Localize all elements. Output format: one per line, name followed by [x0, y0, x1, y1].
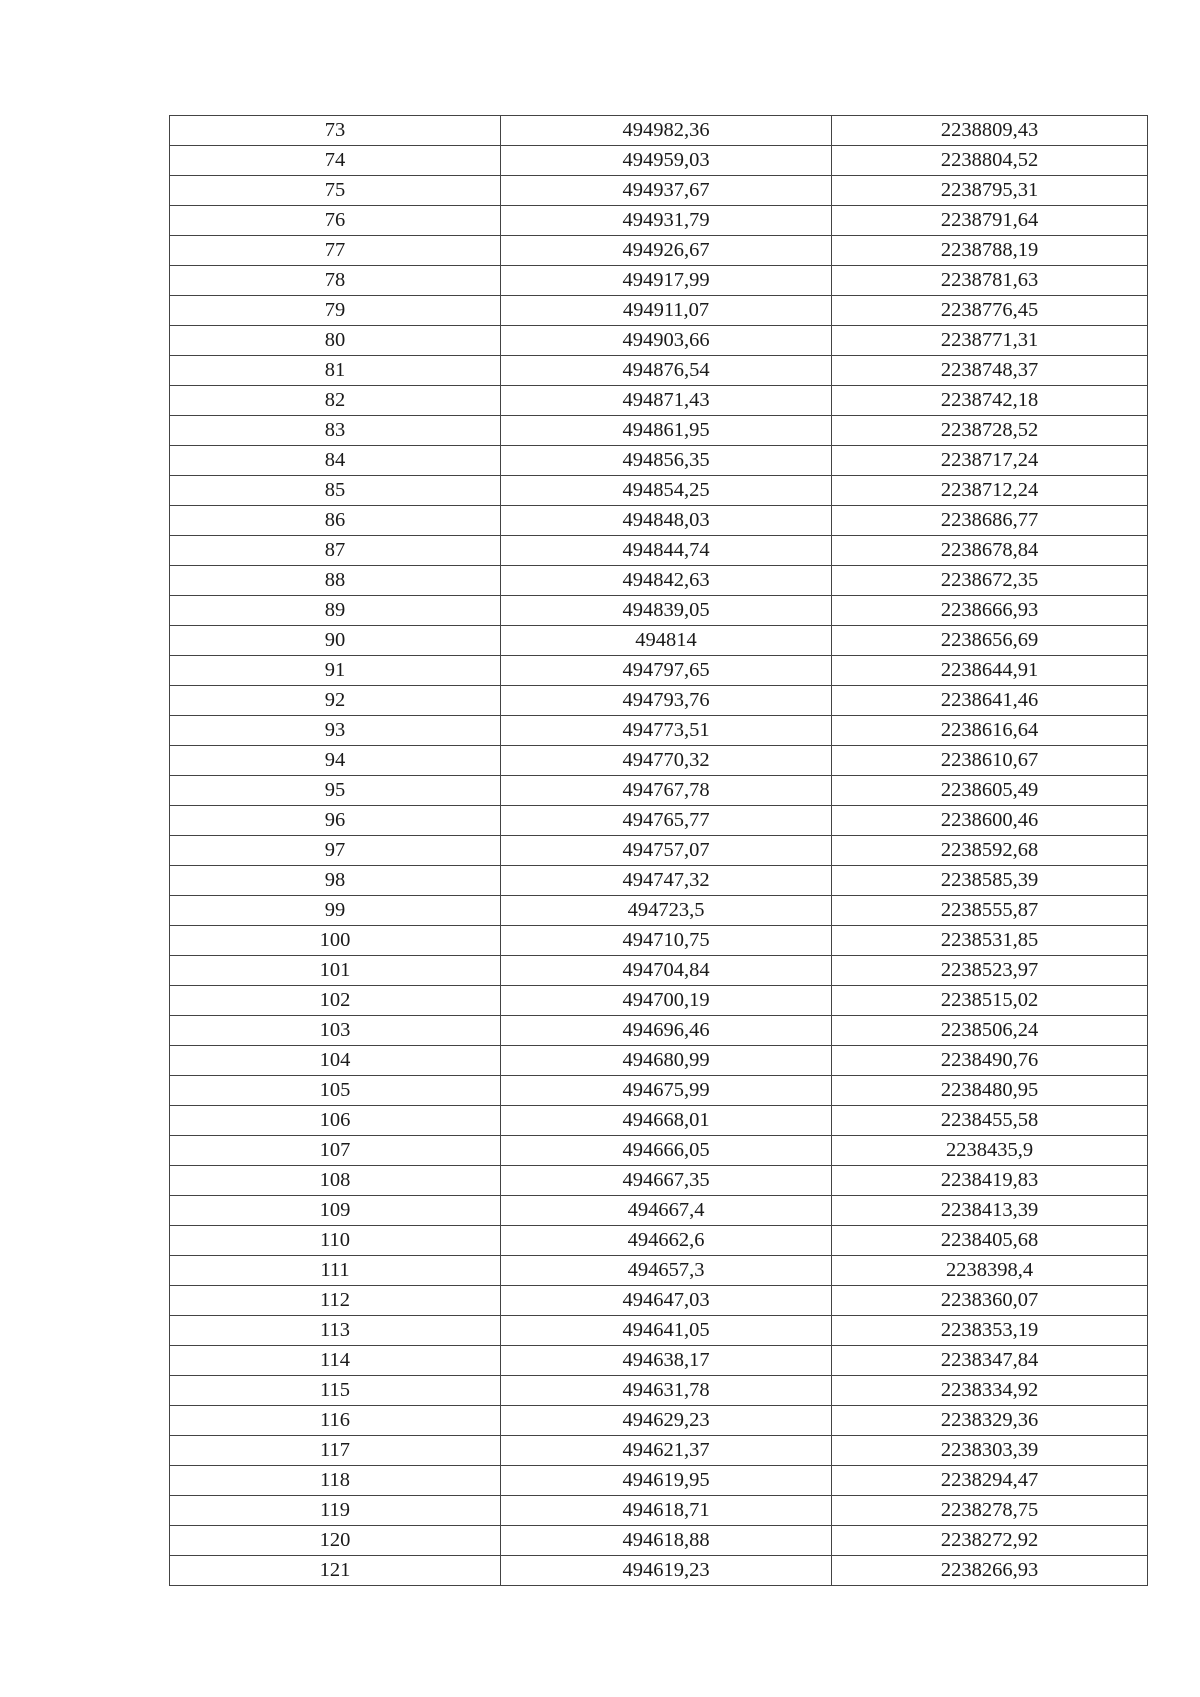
table-row: [170, 1286, 1148, 1316]
point-number-cell: 92: [170, 686, 501, 716]
point-number-cell: 83: [170, 416, 501, 446]
table-row: [170, 506, 1148, 536]
y-coordinate-cell: 2238781,63: [832, 266, 1148, 296]
point-number-cell: 79: [170, 296, 501, 326]
y-coordinate-cell: 2238353,19: [832, 1316, 1148, 1346]
table-row: [170, 896, 1148, 926]
x-coordinate-cell: 494861,95: [501, 416, 832, 446]
x-coordinate-cell: 494903,66: [501, 326, 832, 356]
y-coordinate-cell: 2238585,39: [832, 866, 1148, 896]
point-number-cell: 94: [170, 746, 501, 776]
y-coordinate-cell: 2238712,24: [832, 476, 1148, 506]
y-coordinate-cell: 2238398,4: [832, 1256, 1148, 1286]
point-number-cell: 95: [170, 776, 501, 806]
table-row: [170, 1166, 1148, 1196]
y-coordinate-cell: 2238742,18: [832, 386, 1148, 416]
table-row: [170, 656, 1148, 686]
table-row: [170, 596, 1148, 626]
y-coordinate-cell: 2238795,31: [832, 176, 1148, 206]
table-row: [170, 716, 1148, 746]
y-coordinate-cell: 2238303,39: [832, 1436, 1148, 1466]
y-coordinate-cell: 2238592,68: [832, 836, 1148, 866]
x-coordinate-cell: 494647,03: [501, 1286, 832, 1316]
x-coordinate-cell: 494767,78: [501, 776, 832, 806]
x-coordinate-cell: 494856,35: [501, 446, 832, 476]
x-coordinate-cell: 494770,32: [501, 746, 832, 776]
y-coordinate-cell: 2238641,46: [832, 686, 1148, 716]
y-coordinate-cell: 2238686,77: [832, 506, 1148, 536]
table-row: [170, 326, 1148, 356]
y-coordinate-cell: 2238728,52: [832, 416, 1148, 446]
table-row: [170, 926, 1148, 956]
x-coordinate-cell: 494668,01: [501, 1106, 832, 1136]
point-number-cell: 88: [170, 566, 501, 596]
y-coordinate-cell: 2238666,93: [832, 596, 1148, 626]
table-row: [170, 296, 1148, 326]
x-coordinate-cell: 494876,54: [501, 356, 832, 386]
x-coordinate-cell: 494680,99: [501, 1046, 832, 1076]
coordinates-table: [169, 115, 1148, 1586]
point-number-cell: 118: [170, 1466, 501, 1496]
point-number-cell: 98: [170, 866, 501, 896]
x-coordinate-cell: 494982,36: [501, 116, 832, 146]
table-row: [170, 1316, 1148, 1346]
y-coordinate-cell: 2238405,68: [832, 1226, 1148, 1256]
x-coordinate-cell: 494710,75: [501, 926, 832, 956]
y-coordinate-cell: 2238644,91: [832, 656, 1148, 686]
table-row: [170, 536, 1148, 566]
point-number-cell: 111: [170, 1256, 501, 1286]
y-coordinate-cell: 2238294,47: [832, 1466, 1148, 1496]
y-coordinate-cell: 2238771,31: [832, 326, 1148, 356]
y-coordinate-cell: 2238809,43: [832, 116, 1148, 146]
y-coordinate-cell: 2238616,64: [832, 716, 1148, 746]
point-number-cell: 117: [170, 1436, 501, 1466]
point-number-cell: 93: [170, 716, 501, 746]
x-coordinate-cell: 494911,07: [501, 296, 832, 326]
y-coordinate-cell: 2238605,49: [832, 776, 1148, 806]
point-number-cell: 76: [170, 206, 501, 236]
x-coordinate-cell: 494657,3: [501, 1256, 832, 1286]
x-coordinate-cell: 494619,95: [501, 1466, 832, 1496]
y-coordinate-cell: 2238490,76: [832, 1046, 1148, 1076]
x-coordinate-cell: 494621,37: [501, 1436, 832, 1466]
table-row: [170, 1346, 1148, 1376]
table-row: [170, 836, 1148, 866]
x-coordinate-cell: 494839,05: [501, 596, 832, 626]
y-coordinate-cell: 2238791,64: [832, 206, 1148, 236]
x-coordinate-cell: 494757,07: [501, 836, 832, 866]
x-coordinate-cell: 494638,17: [501, 1346, 832, 1376]
point-number-cell: 78: [170, 266, 501, 296]
table-row: [170, 236, 1148, 266]
point-number-cell: 105: [170, 1076, 501, 1106]
y-coordinate-cell: 2238278,75: [832, 1496, 1148, 1526]
x-coordinate-cell: 494773,51: [501, 716, 832, 746]
point-number-cell: 115: [170, 1376, 501, 1406]
point-number-cell: 113: [170, 1316, 501, 1346]
y-coordinate-cell: 2238656,69: [832, 626, 1148, 656]
table-row: [170, 956, 1148, 986]
x-coordinate-cell: 494662,6: [501, 1226, 832, 1256]
table-row: [170, 1256, 1148, 1286]
x-coordinate-cell: 494959,03: [501, 146, 832, 176]
point-number-cell: 108: [170, 1166, 501, 1196]
y-coordinate-cell: 2238748,37: [832, 356, 1148, 386]
table-row: [170, 566, 1148, 596]
y-coordinate-cell: 2238334,92: [832, 1376, 1148, 1406]
x-coordinate-cell: 494631,78: [501, 1376, 832, 1406]
table-row: [170, 356, 1148, 386]
table-row: [170, 1526, 1148, 1556]
point-number-cell: 75: [170, 176, 501, 206]
x-coordinate-cell: 494854,25: [501, 476, 832, 506]
table-row: [170, 1436, 1148, 1466]
table-row: [170, 746, 1148, 776]
table-row: [170, 1136, 1148, 1166]
point-number-cell: 97: [170, 836, 501, 866]
table-row: [170, 1196, 1148, 1226]
table-row: [170, 476, 1148, 506]
point-number-cell: 89: [170, 596, 501, 626]
y-coordinate-cell: 2238455,58: [832, 1106, 1148, 1136]
table-row: [170, 386, 1148, 416]
table-row: [170, 1076, 1148, 1106]
y-coordinate-cell: 2238360,07: [832, 1286, 1148, 1316]
table-row: [170, 446, 1148, 476]
table-row: [170, 1556, 1148, 1586]
y-coordinate-cell: 2238555,87: [832, 896, 1148, 926]
point-number-cell: 109: [170, 1196, 501, 1226]
x-coordinate-cell: 494844,74: [501, 536, 832, 566]
x-coordinate-cell: 494871,43: [501, 386, 832, 416]
y-coordinate-cell: 2238506,24: [832, 1016, 1148, 1046]
y-coordinate-cell: 2238329,36: [832, 1406, 1148, 1436]
x-coordinate-cell: 494618,71: [501, 1496, 832, 1526]
point-number-cell: 110: [170, 1226, 501, 1256]
point-number-cell: 82: [170, 386, 501, 416]
x-coordinate-cell: 494667,4: [501, 1196, 832, 1226]
point-number-cell: 103: [170, 1016, 501, 1046]
y-coordinate-cell: 2238672,35: [832, 566, 1148, 596]
y-coordinate-cell: 2238413,39: [832, 1196, 1148, 1226]
y-coordinate-cell: 2238419,83: [832, 1166, 1148, 1196]
point-number-cell: 90: [170, 626, 501, 656]
table-row: [170, 1376, 1148, 1406]
y-coordinate-cell: 2238776,45: [832, 296, 1148, 326]
x-coordinate-cell: 494747,32: [501, 866, 832, 896]
point-number-cell: 107: [170, 1136, 501, 1166]
table-row: [170, 686, 1148, 716]
point-number-cell: 73: [170, 116, 501, 146]
x-coordinate-cell: 494696,46: [501, 1016, 832, 1046]
y-coordinate-cell: 2238804,52: [832, 146, 1148, 176]
x-coordinate-cell: 494700,19: [501, 986, 832, 1016]
y-coordinate-cell: 2238523,97: [832, 956, 1148, 986]
y-coordinate-cell: 2238515,02: [832, 986, 1148, 1016]
point-number-cell: 100: [170, 926, 501, 956]
table-row: [170, 266, 1148, 296]
point-number-cell: 85: [170, 476, 501, 506]
point-number-cell: 91: [170, 656, 501, 686]
y-coordinate-cell: 2238266,93: [832, 1556, 1148, 1586]
point-number-cell: 84: [170, 446, 501, 476]
x-coordinate-cell: 494926,67: [501, 236, 832, 266]
table-row: [170, 116, 1148, 146]
y-coordinate-cell: 2238347,84: [832, 1346, 1148, 1376]
table-row: [170, 146, 1148, 176]
x-coordinate-cell: 494814: [501, 626, 832, 656]
point-number-cell: 101: [170, 956, 501, 986]
x-coordinate-cell: 494793,76: [501, 686, 832, 716]
x-coordinate-cell: 494641,05: [501, 1316, 832, 1346]
x-coordinate-cell: 494797,65: [501, 656, 832, 686]
point-number-cell: 104: [170, 1046, 501, 1076]
table-row: [170, 626, 1148, 656]
table-row: [170, 1016, 1148, 1046]
coordinates-table-body: [170, 116, 1148, 1586]
point-number-cell: 96: [170, 806, 501, 836]
point-number-cell: 86: [170, 506, 501, 536]
table-row: [170, 1106, 1148, 1136]
table-row: [170, 1226, 1148, 1256]
x-coordinate-cell: 494723,5: [501, 896, 832, 926]
y-coordinate-cell: 2238600,46: [832, 806, 1148, 836]
x-coordinate-cell: 494618,88: [501, 1526, 832, 1556]
table-row: [170, 1406, 1148, 1436]
point-number-cell: 80: [170, 326, 501, 356]
point-number-cell: 74: [170, 146, 501, 176]
x-coordinate-cell: 494848,03: [501, 506, 832, 536]
y-coordinate-cell: 2238678,84: [832, 536, 1148, 566]
table-row: [170, 1496, 1148, 1526]
table-row: [170, 776, 1148, 806]
x-coordinate-cell: 494667,35: [501, 1166, 832, 1196]
point-number-cell: 120: [170, 1526, 501, 1556]
point-number-cell: 106: [170, 1106, 501, 1136]
y-coordinate-cell: 2238610,67: [832, 746, 1148, 776]
point-number-cell: 116: [170, 1406, 501, 1436]
table-row: [170, 806, 1148, 836]
y-coordinate-cell: 2238435,9: [832, 1136, 1148, 1166]
table-row: [170, 1466, 1148, 1496]
x-coordinate-cell: 494917,99: [501, 266, 832, 296]
x-coordinate-cell: 494931,79: [501, 206, 832, 236]
table-row: [170, 176, 1148, 206]
point-number-cell: 77: [170, 236, 501, 266]
point-number-cell: 119: [170, 1496, 501, 1526]
point-number-cell: 114: [170, 1346, 501, 1376]
x-coordinate-cell: 494842,63: [501, 566, 832, 596]
point-number-cell: 81: [170, 356, 501, 386]
x-coordinate-cell: 494619,23: [501, 1556, 832, 1586]
x-coordinate-cell: 494704,84: [501, 956, 832, 986]
point-number-cell: 102: [170, 986, 501, 1016]
x-coordinate-cell: 494937,67: [501, 176, 832, 206]
point-number-cell: 87: [170, 536, 501, 566]
point-number-cell: 99: [170, 896, 501, 926]
point-number-cell: 112: [170, 1286, 501, 1316]
y-coordinate-cell: 2238272,92: [832, 1526, 1148, 1556]
point-number-cell: 121: [170, 1556, 501, 1586]
y-coordinate-cell: 2238788,19: [832, 236, 1148, 266]
table-row: [170, 206, 1148, 236]
table-row: [170, 986, 1148, 1016]
y-coordinate-cell: 2238531,85: [832, 926, 1148, 956]
x-coordinate-cell: 494765,77: [501, 806, 832, 836]
y-coordinate-cell: 2238480,95: [832, 1076, 1148, 1106]
table-row: [170, 1046, 1148, 1076]
y-coordinate-cell: 2238717,24: [832, 446, 1148, 476]
x-coordinate-cell: 494629,23: [501, 1406, 832, 1436]
x-coordinate-cell: 494666,05: [501, 1136, 832, 1166]
x-coordinate-cell: 494675,99: [501, 1076, 832, 1106]
table-row: [170, 416, 1148, 446]
table-row: [170, 866, 1148, 896]
